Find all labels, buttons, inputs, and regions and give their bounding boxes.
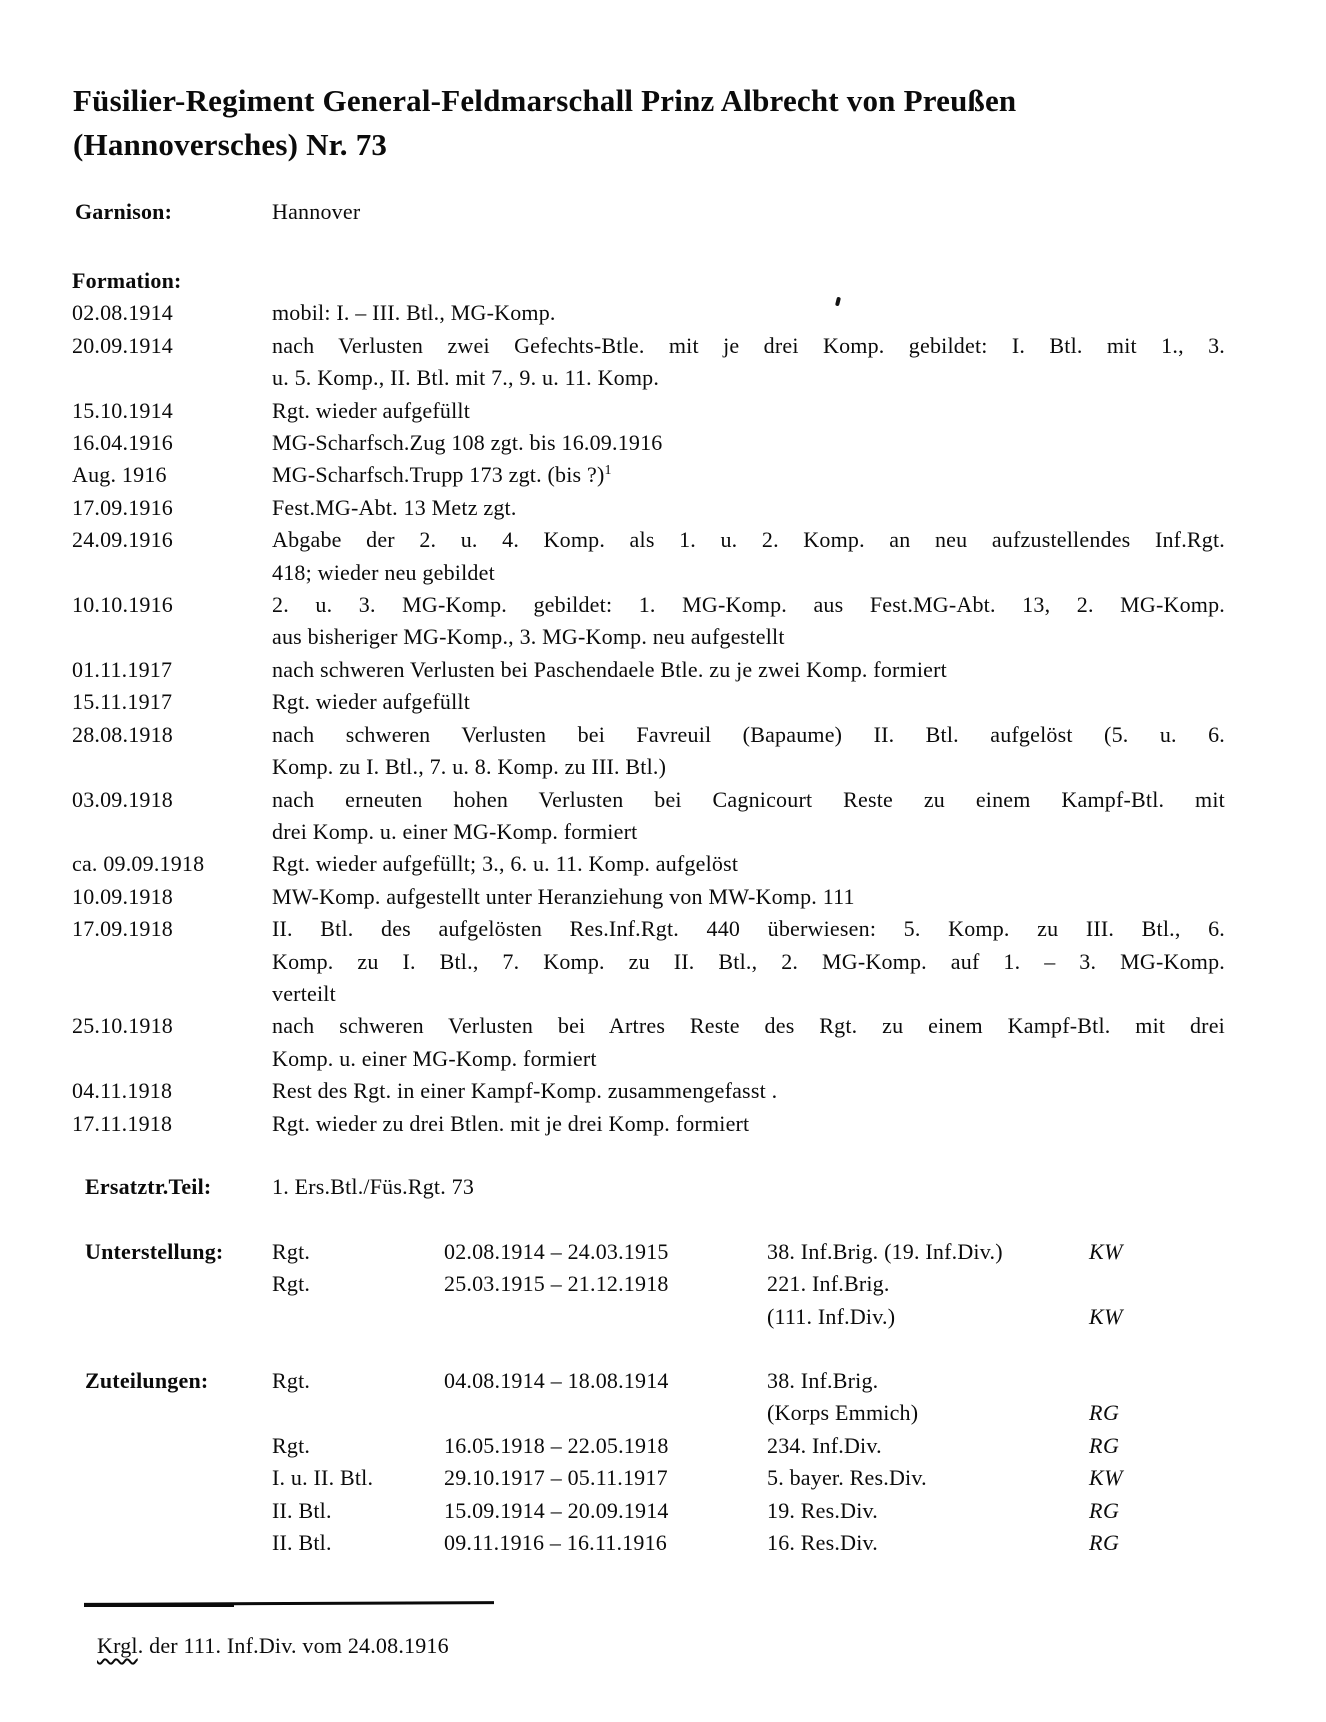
formation-text [272, 848, 1225, 880]
formation-date: ca. 09.09.1918 [72, 851, 205, 877]
formation-date: 15.10.1914 [72, 397, 173, 423]
table-section-label [85, 1527, 272, 1559]
ersatz-row [85, 1171, 474, 1203]
table-period: 16.05.1918 – 22.05.1918 [444, 1432, 669, 1458]
formation-line: Rgt. wieder aufgefüllt [272, 397, 471, 423]
formation-entry [72, 524, 1230, 589]
table-unit: Rgt. [272, 1271, 311, 1297]
table-unit: II. Btl. [272, 1530, 332, 1556]
formation-entry [72, 427, 1230, 459]
table-row [85, 1301, 1123, 1333]
formation-date: 17.09.1916 [72, 494, 173, 520]
table-remark: RG [1089, 1530, 1120, 1556]
table-remark: RG [1089, 1432, 1120, 1458]
formation-entry [72, 395, 1230, 427]
unterstellung-table [85, 1236, 1123, 1333]
footnote-text: . der 111. Inf.Div. vom 24.08.1916 [137, 1633, 449, 1658]
formation-date: 17.11.1918 [72, 1110, 173, 1136]
formation-text [272, 719, 1225, 784]
table-section-label [85, 1268, 272, 1300]
title-line-2: (Hannoversches) Nr. 73 [73, 127, 388, 162]
formation-date: 04.11.1918 [72, 1078, 173, 1104]
formation-date: 28.08.1918 [72, 721, 173, 747]
formation-entry [72, 589, 1230, 654]
table-period: 02.08.1914 – 24.03.1915 [444, 1239, 669, 1264]
table-formation: 234. Inf.Div. [767, 1432, 882, 1458]
formation-text [272, 881, 1225, 913]
formation-line: nach Verlusten zwei Gefechts-Btle. mit je drei Komp. gebildet: I. Btl. mit 1., 3. [272, 332, 1225, 358]
formation-date: 25.10.1918 [72, 1013, 173, 1039]
page-title [73, 79, 1253, 167]
formation-date: 20.09.1914 [72, 332, 173, 358]
formation-line: Rgt. wieder aufgefüllt [272, 689, 471, 715]
table-period: 04.08.1914 – 18.08.1914 [444, 1368, 669, 1393]
formation-line: Fest.MG-Abt. 13 Metz zgt. [272, 494, 517, 520]
formation-line: MW-Komp. aufgestellt unter Heranziehung von MW-Komp. 111 [272, 883, 855, 909]
table-formation: 16. Res.Div. [767, 1530, 878, 1556]
table-formation: 221. Inf.Brig. [767, 1271, 890, 1297]
formation-date: 16.04.1916 [72, 430, 173, 456]
formation-line: nach schweren Verlusten bei Favreuil (Bapaume) II. Btl. aufgelöst (5. u. 6. [272, 721, 1225, 747]
formation-entry [72, 686, 1230, 718]
table-formation: 19. Res.Div. [767, 1497, 878, 1523]
formation-date: 03.09.1918 [72, 786, 173, 812]
formation-text [272, 1108, 1225, 1140]
formation-line: MG-Scharfsch.Zug 108 zgt. bis 16.09.1916 [272, 430, 663, 456]
formation-date: 01.11.1917 [72, 656, 173, 682]
table-unit: II. Btl. [272, 1497, 332, 1523]
footnote-marker-word: Krgl [97, 1633, 138, 1658]
table-row [85, 1397, 1123, 1429]
table-remark: KW [1089, 1465, 1123, 1491]
table-period [444, 1301, 767, 1333]
formation-date: 02.08.1914 [72, 300, 173, 326]
formation-date: 10.09.1918 [72, 883, 173, 909]
formation-line: Komp. u. einer MG-Komp. formiert [272, 1045, 597, 1071]
table-unit: Rgt. [272, 1432, 311, 1458]
formation-line: Komp. zu I. Btl., 7. u. 8. Komp. zu III. Btl.) [272, 754, 667, 780]
zuteilungen-table [85, 1365, 1123, 1559]
formation-line: drei Komp. u. einer MG-Komp. formiert [272, 818, 638, 844]
formation-line: 2. u. 3. MG-Komp. gebildet: 1. MG-Komp. aus Fest.MG-Abt. 13, 2. MG-Komp. [272, 592, 1225, 618]
formation-date: Aug. 1916 [72, 462, 167, 488]
table-period: 15.09.1914 – 20.09.1914 [444, 1497, 669, 1523]
table-remark: RG [1089, 1497, 1120, 1523]
table-period: 09.11.1916 – 16.11.1916 [444, 1530, 667, 1556]
table-row [85, 1268, 1123, 1300]
formation-text [272, 395, 1225, 427]
formation-text [272, 654, 1225, 686]
table-section-label [85, 1430, 272, 1462]
table-formation: 38. Inf.Brig. (19. Inf.Div.) [767, 1239, 1003, 1264]
formation-entry [72, 654, 1230, 686]
formation-line: mobil: I. – III. Btl., MG-Komp. [272, 300, 556, 326]
table-remark: RG [1089, 1400, 1120, 1426]
table-period [444, 1397, 767, 1429]
table-formation: (Korps Emmich) [767, 1400, 919, 1426]
formation-text [272, 784, 1225, 849]
formation-entry [72, 848, 1230, 880]
formation-text [272, 1010, 1225, 1075]
table-formation: 5. bayer. Res.Div. [767, 1465, 927, 1491]
formation-entry [72, 1108, 1230, 1140]
table-row [85, 1462, 1123, 1494]
formation-date: 10.10.1916 [72, 592, 173, 618]
formation-entry [72, 913, 1230, 1010]
formation-text [272, 330, 1225, 395]
formation-entry [72, 330, 1230, 395]
formation-line: nach schweren Verlusten bei Paschendaele Btle. zu je zwei Komp. formiert [272, 656, 947, 682]
formation-text [272, 913, 1225, 1010]
title-line-1: Füsilier-Regiment General-Feldmarschall Prinz Albrecht von Preußen [73, 83, 1017, 118]
table-unit: I. u. II. Btl. [272, 1465, 374, 1491]
table-unit: Rgt. [272, 1368, 311, 1393]
formation-text [272, 427, 1225, 459]
footnote [97, 1630, 449, 1662]
formation-label: Formation: [72, 268, 182, 293]
formation-text [272, 589, 1225, 654]
formation-line: nach erneuten hohen Verlusten bei Cagnicourt Reste zu einem Kampf-Btl. mit [272, 786, 1225, 812]
table-remark: KW [1089, 1303, 1123, 1329]
table-unit: Rgt. [272, 1239, 311, 1264]
table-section-label [85, 1301, 272, 1333]
formation-line: aus bisheriger MG-Komp., 3. MG-Komp. neu aufgestellt [272, 624, 785, 650]
formation-date: 15.11.1917 [72, 689, 173, 715]
table-row [85, 1430, 1123, 1462]
formation-line: u. 5. Komp., II. Btl. mit 7., 9. u. 11. Komp. [272, 365, 660, 391]
formation-line: Rgt. wieder aufgefüllt; 3., 6. u. 11. Komp. aufgelöst [272, 851, 739, 877]
formation-line: 418; wieder neu gebildet [272, 559, 495, 585]
formation-entry [72, 1075, 1230, 1107]
table-unit [272, 1301, 444, 1333]
table-row [85, 1527, 1123, 1559]
table-formation: 38. Inf.Brig. [767, 1368, 879, 1393]
table-remark: KW [1089, 1239, 1123, 1264]
table-row [85, 1365, 1123, 1397]
garnison-value: Hannover [272, 199, 361, 224]
ersatz-value: 1. Ers.Btl./Füs.Rgt. 73 [272, 1174, 475, 1199]
formation-section [72, 265, 1230, 1140]
formation-line: MG-Scharfsch.Trupp 173 zgt. (bis ?)$^1$ [272, 462, 612, 488]
formation-text [272, 459, 1225, 491]
table-section-label: Zuteilungen: [85, 1368, 209, 1393]
ersatz-label: Ersatztr.Teil: [85, 1174, 212, 1199]
formation-entry [72, 784, 1230, 849]
formation-date: 17.09.1918 [72, 916, 173, 942]
formation-entry [72, 719, 1230, 784]
formation-text [272, 492, 1225, 524]
formation-line: Komp. zu I. Btl., 7. Komp. zu II. Btl., 2. MG-Komp. auf 1. – 3. MG-Komp. [272, 948, 1225, 974]
formation-entry [72, 297, 1230, 329]
formation-entry [72, 1010, 1230, 1075]
garnison-row [75, 196, 360, 228]
table-section-label [85, 1495, 272, 1527]
table-section-label: Unterstellung: [85, 1239, 224, 1264]
formation-text [272, 1075, 1225, 1107]
formation-text [272, 524, 1225, 589]
table-unit [272, 1397, 444, 1429]
formation-entry [72, 492, 1230, 524]
formation-list [72, 297, 1230, 1140]
formation-entry [72, 459, 1230, 491]
garnison-label: Garnison: [75, 199, 173, 224]
formation-line: Abgabe der 2. u. 4. Komp. als 1. u. 2. Komp. an neu aufzustellendes Inf.Rgt. [272, 527, 1225, 553]
formation-line: verteilt [272, 980, 336, 1006]
formation-entry [72, 881, 1230, 913]
table-section-label [85, 1397, 272, 1429]
table-row [85, 1495, 1123, 1527]
table-formation: (111. Inf.Div.) [767, 1303, 896, 1329]
formation-line: nach schweren Verlusten bei Artres Reste des Rgt. zu einem Kampf-Btl. mit drei [272, 1013, 1225, 1039]
formation-text [272, 686, 1225, 718]
formation-line: II. Btl. des aufgelösten Res.Inf.Rgt. 440 überwiesen: 5. Komp. zu III. Btl., 6. [272, 916, 1225, 942]
table-period: 29.10.1917 – 05.11.1917 [444, 1465, 668, 1491]
footnote-superscript: 1 [604, 463, 612, 479]
formation-date: 24.09.1916 [72, 527, 173, 553]
formation-line: Rgt. wieder zu drei Btlen. mit je drei Komp. formiert [272, 1110, 750, 1136]
formation-text [272, 297, 1225, 329]
table-section-label [85, 1462, 272, 1494]
formation-line: Rest des Rgt. in einer Kampf-Komp. zusammengefasst . [272, 1078, 778, 1104]
footnote-rule-left [84, 1604, 234, 1607]
table-row [85, 1236, 1123, 1268]
table-period: 25.03.1915 – 21.12.1918 [444, 1271, 669, 1297]
